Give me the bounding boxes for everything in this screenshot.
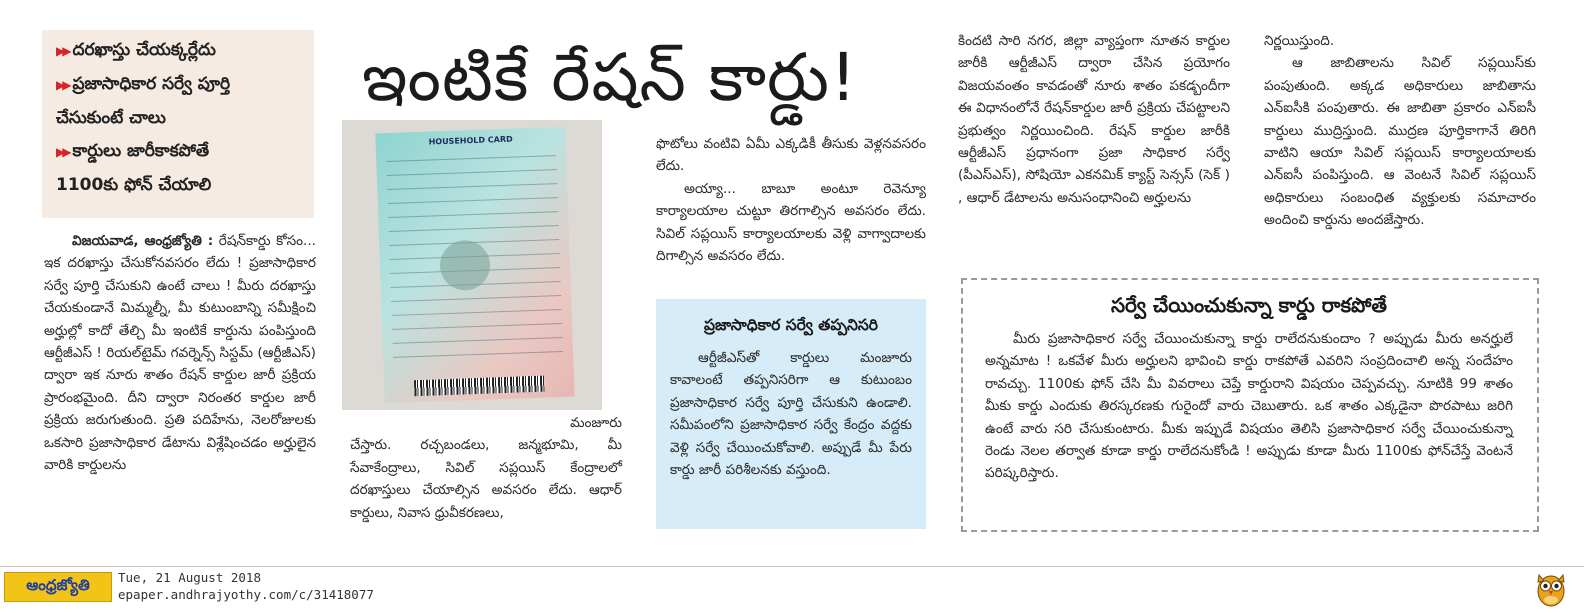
highlight-text-continued: చేసుకుంటే చాలు [56, 108, 166, 128]
household-card-image [375, 127, 574, 403]
story-text: రేషన్‌కార్డు కోసం... ఇక దరఖాస్తు చేసుకోనవసరం లేదు ! ప్రజాసాధికార సర్వే పూర్తి చేసుకుని ఉంటే చాలు ! మీరు దరఖాస్తు చేయకుండానే మిమ్మల్నీ, మీ కుటుంబాన్ని సమీక్షించి అర్హుల్లో కాదో తేల్చి మీ ఇంటికే కార్డును పంపిస్తుంది ఆర్టీజీఎస్ ! రియల్‌టైమ్ గవర్నెన్స్ సిస్టమ్ (ఆర్టీజీఎస్) ద్వారా ఇక నూరు శాతం రేషన్ కార్డుల జారీ ప్రక్రియ ప్రారంభమైంది. దీని ద్వారా నిరంతర కార్డుల జారీ ప్రక్రియ జరుగుతుంది. ప్రతి పదిహేను, నెలరోజులకు ఒకసారి ప్రజాసాధికార డేటాను విశ్లేషించడం అర్హులైన వారికి కార్డులను [44, 233, 317, 474]
story-text: మంజూరు [570, 415, 622, 431]
story-column-5 [1264, 30, 1536, 232]
highlight-text-continued: 1100కు ఫోన్ చేయాలి [56, 175, 212, 195]
andhrajyothy-logo[interactable] [4, 572, 112, 602]
story-column-4 [958, 30, 1230, 209]
highlight-item [56, 34, 304, 68]
headline: ఇంటికే రేషన్ కార్డు! [362, 39, 858, 116]
byline: విజయవాడ, ఆంధ్రజ్యోతి : [72, 233, 214, 249]
barcode [414, 376, 544, 397]
publication-date: Tue, 21 August 2018 [118, 570, 261, 585]
sidebar-text: మీరు ప్రజాసాధికార సర్వే చేయించుకున్నా కార్డు రాలేదనుకుందాం ? అప్పుడు మీరు అనర్హులే అన్నమాట ! ఒకవేళ మీరు అర్హులని భావించి కార్డు రాకపోతే ఎవరిని సంప్రదించాలి అన్న సందేహం రావచ్చు. 1100కు ఫోన్ చేసి మీ వివరాలు చెప్తే కార్డురాని విషయం చెప్పవచ్చు. నూటికి 99 శాతం మీకు కార్డు ఎందుకు తిరస్కరణకు గురైందో వారు చెబుతారు. ఒక శాతం ఎక్కడైనా పొరపాటు జరిగి ఉంటే వారు సరి చేసుకుంటారు. మీకు ఇప్పుడే విషయం తెలిసి ప్రజాసాధికార సర్వే చేయించుకున్నా రెండు నెలల తర్వాత కూడా కార్డు రాలేదనుకోండి ! అప్పుడు కూడా మీరు 1100కు ఫోన్‌చేస్తే వెంటనే పరిష్కరిస్తారు. [985, 331, 1513, 482]
footer-divider [0, 566, 1584, 567]
info-box [656, 299, 926, 529]
highlights-box [42, 30, 314, 218]
story-column-1 [44, 230, 316, 476]
story-column-2 [350, 412, 622, 524]
double-arrow-icon: ▶▶ [56, 145, 69, 159]
info-box-title: ప్రజాసాధికార సర్వే తప్పనిసరి [704, 316, 878, 334]
story-text: చేస్తారు. రచ్చబండలు, జన్మభూమి, మీ సేవాకేంద్రాలు, సివిల్ సప్లయిస్ కేంద్రాలలో దరఖాస్తులు చేయాల్సిన అవసరం లేదు. ఆధార్ కార్డులు, నివాస ధ్రువీకరణలు, [350, 437, 622, 521]
card-title: HOUSEHOLD CARD [428, 134, 513, 147]
highlight-text: దరఖాస్తు చేయక్కర్లేదు [72, 40, 216, 60]
story-column-3 [656, 133, 926, 267]
epaper-url[interactable]: epaper.andhrajyothy.com/c/31418077 [118, 587, 374, 602]
sidebar-box [961, 278, 1539, 532]
story-text: అయ్యా... బాబూ అంటూ రెవెన్యూ కార్యాలయాల చుట్టూ తిరగాల్సిన అవసరం లేదు. సివిల్ సప్లయిస్ కార్యాలయాలకు వెళ్లి వాగ్వాదాలకు దిగాల్సిన అవసరం లేదు. [656, 180, 926, 265]
story-text: ఫొటోలు వంటివి ఏమీ ఎక్కడికీ తీసుకు వెళ్లనవసరం లేదు. [656, 136, 926, 175]
story-text: కిందటి సారి నగర, జిల్లా వ్యాప్తంగా నూతన కార్డుల జారీకి ఆర్టీజీఎస్ ద్వారా చేసిన ప్రయోగం విజయవంతం కావడంతో నూరు శాతం పకడ్బందీగా ఈ విధానంలోనే రేషన్‌కార్డుల జారీ ప్రక్రియ చేపట్టాలని ప్రభుత్వం నిర్ణయించింది. రేషన్ కార్డుల జారీకి ఆర్టీజీఎస్ ప్రధానంగా ప్రజా సాధికార సర్వే (పీఎస్ఎస్), సోషియో ఎకనమిక్ క్యాస్ట్ సెన్సస్ (సెక్ ) , ఆధార్ డేటాలను అనుసంధానించి అర్హులను [958, 33, 1230, 206]
double-arrow-icon: ▶▶ [56, 78, 69, 92]
logo-text: ఆంధ్రజ్యోతి [26, 576, 90, 594]
info-box-text: ఆర్టీజీఎస్‌తో కార్డులు మంజూరు కావాలంటే తప్పనిసరిగా ఆ కుటుంబం ప్రజాసాధికార సర్వే పూర్తి చేసుకుని ఉండాలి. సమీపంలోని ప్రజాసాధికార సర్వే కేంద్రం వద్దకు వెళ్లి సర్వే చేయించుకోవాలి. అప్పుడే మీ పేరు కార్డు జారీ పరిశీలనకు వస్తుంది. [670, 350, 912, 479]
ration-card-photo [342, 120, 602, 410]
sidebar-title: సర్వే చేయించుకున్నా కార్డు రాకపోతే [1111, 293, 1387, 317]
owl-mascot-icon [1535, 569, 1567, 607]
story-text: నిర్ణయిస్తుంది. [1264, 33, 1335, 49]
highlight-text: ప్రజాసాధికార సర్వే పూర్తి [72, 74, 231, 94]
highlight-item [56, 68, 304, 102]
highlight-item [56, 135, 304, 169]
story-text: ఆ జాబితాలను సివిల్ సప్లయిస్‌కు పంపుతుంది. అక్కడ అధికారులు జాబితాను ఎన్ఐసీకి పంపుతారు. ఈ జాబితా ప్రకారం ఎన్ఐసీ కార్డులు ముద్రిస్తుంది. ముద్రణ పూర్తికాగానే తిరిగి వాటిని ఆయా సివిల్ సప్లయిస్ కార్యాలయాలకు ఎన్ఐసీ పంపిస్తుంది. ఆ వెంటనే సివిల్ సప్లయిస్ అధికారులు సంబంధిత వ్యక్తులకు సమాచారం అందించి కార్డును అందజేస్తారు. [1264, 55, 1536, 229]
highlight-text: కార్డులు జారీకాకపోతే [72, 141, 210, 161]
double-arrow-icon: ▶▶ [56, 44, 69, 58]
